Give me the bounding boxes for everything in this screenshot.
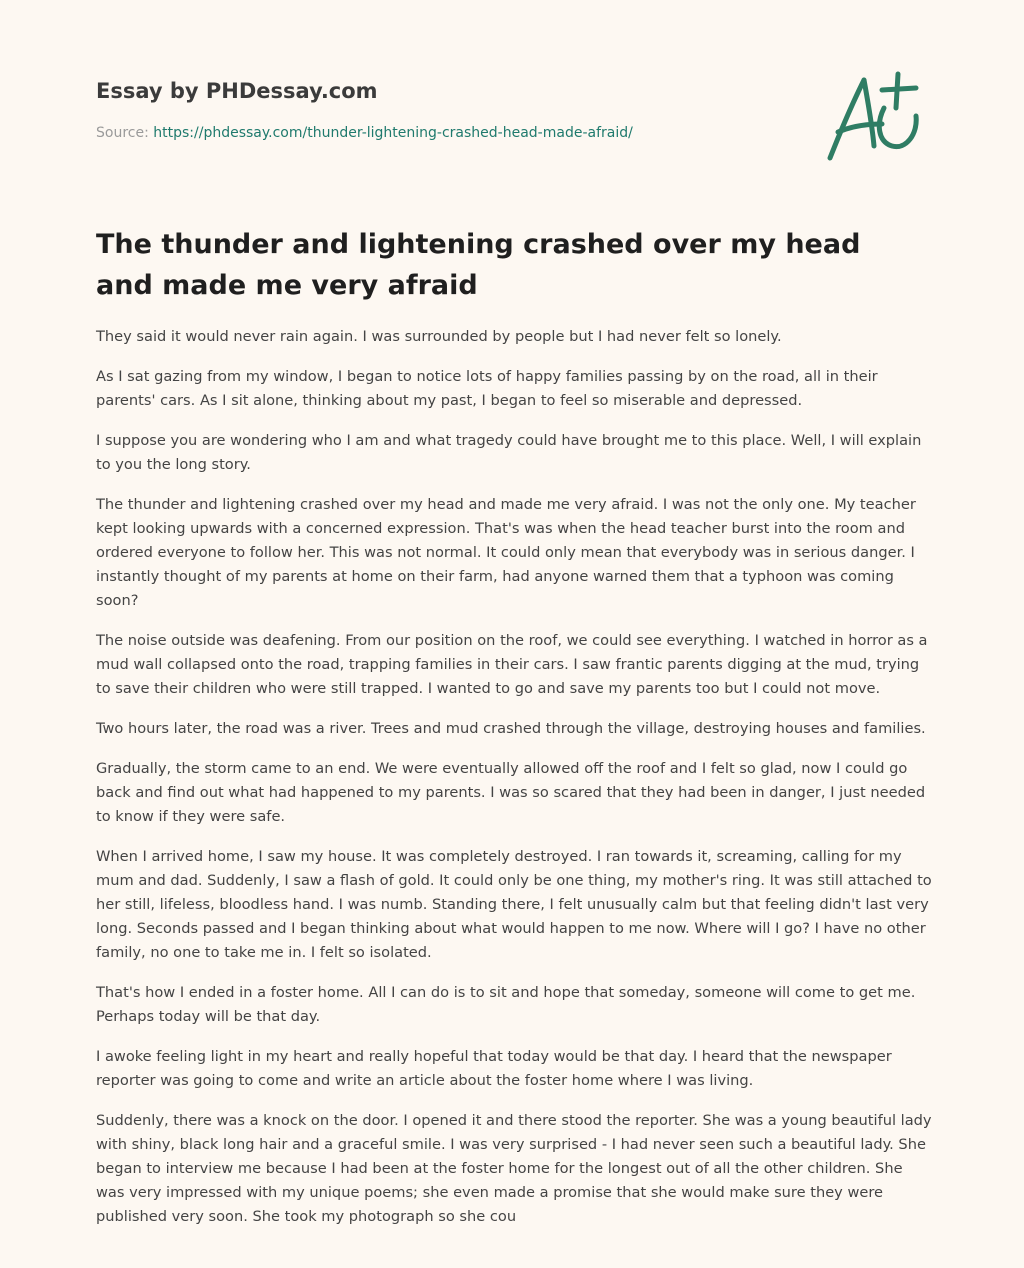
paragraph: Two hours later, the road was a river. Trees and mud crashed through the village, destroying houses and families.	[96, 720, 926, 737]
paragraph: I awoke feeling light in my heart and really hopeful that today would be that day. I heard that the newspaper reporter was going to come and write an article about the foster home where I was living.	[96, 1048, 892, 1089]
source-label: Source:	[96, 125, 149, 141]
a-plus-logo-icon	[824, 68, 928, 164]
paragraph: They said it would never rain again. I was surrounded by people but I had never felt so lonely.	[96, 328, 782, 345]
essay-body	[96, 325, 932, 1245]
paragraph: Gradually, the storm came to an end. We were eventually allowed off the roof and I felt so glad, now I could go back and find out what had happened to my parents. I was so scared that they had been in danger, I just needed to know if they were safe.	[96, 760, 926, 825]
paragraph: When I arrived home, I saw my house. It was completely destroyed. I ran towards it, screaming, calling for my mum and dad. Suddenly, I saw a flash of gold. It could only be one thing, my mother's ring. It was still attached to her still, lifeless, bloodless hand. I was numb. Standing there, I felt unusually calm but that feeling didn't last very long. Seconds passed and I began thinking about what would happen to me now. Where will I go? I have no other family, no one to take me in. I felt so isolated.	[96, 848, 932, 961]
source-line	[96, 124, 633, 142]
source-link[interactable]: https://phdessay.com/thunder-lightening-crashed-head-made-afraid/	[153, 125, 633, 141]
paragraph: The noise outside was deafening. From our position on the roof, we could see everything. I watched in horror as a mud wall collapsed onto the road, trapping families in their cars. I saw frantic parents digging at the mud, trying to save their children who were still trapped. I wanted to go and save my parents too but I could not move.	[96, 632, 928, 697]
essay-title: The thunder and lightening crashed over my head and made me very afraid	[96, 229, 861, 301]
paragraph: That's how I ended in a foster home. All I can do is to sit and hope that someday, someone will come to get me. Perhaps today will be that day.	[96, 984, 916, 1025]
paragraph: I suppose you are wondering who I am and what tragedy could have brought me to this place. Well, I will explain to you the long story.	[96, 432, 922, 473]
paragraph: The thunder and lightening crashed over my head and made me very afraid. I was not the only one. My teacher kept looking upwards with a concerned expression. That's was when the head teacher burst into the room and ordered everyone to follow her. This was not normal. It could only mean that everybody was in serious danger. I instantly thought of my parents at home on their farm, had anyone warned them that a typhoon was coming soon?	[96, 496, 916, 609]
paragraph: As I sat gazing from my window, I began to notice lots of happy families passing by on the road, all in their parents' cars. As I sit alone, thinking about my past, I began to feel so miserable and depressed.	[96, 368, 878, 409]
paragraph: Suddenly, there was a knock on the door. I opened it and there stood the reporter. She was a young beautiful lady with shiny, black long hair and a graceful smile. I was very surprised - I had never seen such a beautiful lady. She began to interview me because I had been at the foster home for the longest out of all the other children. She was very impressed with my unique poems; she even made a promise that she would make sure they were published very soon. She took my photograph so she cou	[96, 1112, 932, 1225]
site-title: Essay by PHDessay.com	[96, 79, 378, 103]
